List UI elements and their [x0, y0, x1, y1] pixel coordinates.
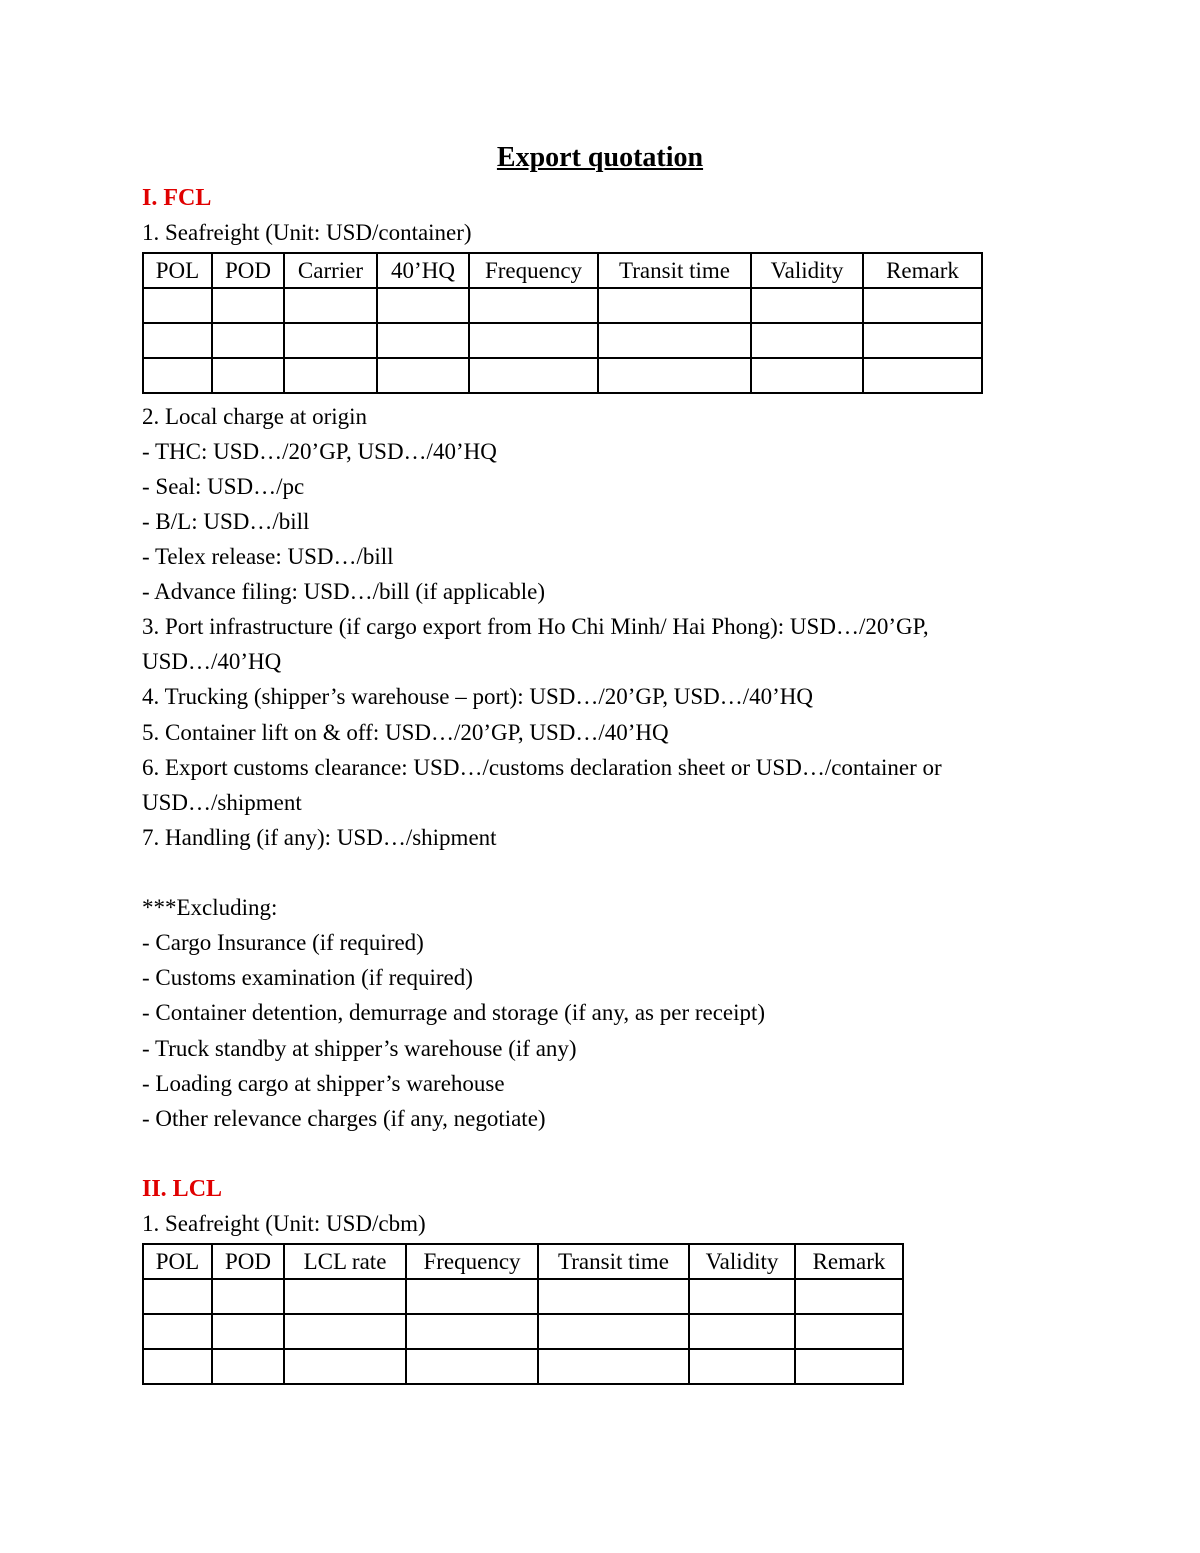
charge-line-thc: - THC: USD…/20’GP, USD…/40’HQ: [142, 439, 497, 464]
table-cell: [143, 1279, 212, 1314]
table-cell: [795, 1349, 903, 1384]
table-cell: [377, 323, 469, 358]
header-cell-validity: Validity: [751, 253, 863, 288]
table-cell: [751, 358, 863, 393]
header-cell-carrier: Carrier: [284, 253, 377, 288]
header-cell-transit-time: Transit time: [598, 253, 751, 288]
excluding-item: - Cargo Insurance (if required): [142, 930, 424, 955]
table-cell: [377, 288, 469, 323]
charge-line-lift-on-off: 5. Container lift on & off: USD…/20’GP, USD…/40’HQ: [142, 720, 669, 745]
table-cell: [284, 1279, 406, 1314]
excluding-item: - Truck standby at shipper’s warehouse (if any): [142, 1036, 577, 1061]
table-cell: [538, 1349, 689, 1384]
table-cell: [795, 1314, 903, 1349]
excluding-item: - Container detention, demurrage and storage (if any, as per receipt): [142, 1000, 766, 1025]
table-header-row: [143, 1244, 903, 1279]
table-cell: [469, 358, 598, 393]
header-cell-40hq: 40’HQ: [377, 253, 469, 288]
header-cell-transit-time: Transit time: [538, 1244, 689, 1279]
table-cell: [212, 1314, 284, 1349]
fcl-seafreight-label: 1. Seafreight (Unit: USD/container): [142, 220, 472, 245]
table-cell: [751, 288, 863, 323]
header-cell-pol: POL: [143, 253, 212, 288]
excluding-item: - Loading cargo at shipper’s warehouse: [142, 1071, 505, 1096]
charge-line-customs-clearance-cont: USD…/shipment: [142, 790, 302, 815]
table-cell: [284, 323, 377, 358]
table-cell: [406, 1314, 538, 1349]
charge-line-trucking: 4. Trucking (shipper’s warehouse – port): USD…/20’GP, USD…/40’HQ: [142, 684, 814, 709]
table-cell: [143, 358, 212, 393]
charge-line-port-infrastructure-cont: USD…/40’HQ: [142, 649, 282, 674]
excluding-item: - Customs examination (if required): [142, 965, 473, 990]
table-cell: [143, 323, 212, 358]
table-cell: [469, 323, 598, 358]
header-cell-validity: Validity: [689, 1244, 795, 1279]
lcl-heading: II. LCL: [142, 1176, 223, 1202]
table-cell: [212, 323, 284, 358]
table-cell: [863, 323, 982, 358]
header-cell-lcl-rate: LCL rate: [284, 1244, 406, 1279]
header-cell-remark: Remark: [795, 1244, 903, 1279]
table-row: [143, 1314, 903, 1349]
table-cell: [689, 1349, 795, 1384]
excluding-heading: ***Excluding:: [142, 895, 278, 920]
lcl-seafreight-label: 1. Seafreight (Unit: USD/cbm): [142, 1211, 426, 1236]
charge-line-advance-filing: - Advance filing: USD…/bill (if applicable): [142, 579, 546, 604]
table-cell: [284, 1314, 406, 1349]
header-cell-pod: POD: [212, 253, 284, 288]
table-cell: [689, 1279, 795, 1314]
table-row: [143, 358, 982, 393]
fcl-heading: I. FCL: [142, 185, 212, 211]
table-header-row: [143, 253, 982, 288]
table-cell: [143, 288, 212, 323]
table-cell: [212, 1349, 284, 1384]
table-cell: [538, 1314, 689, 1349]
table-cell: [538, 1279, 689, 1314]
table-cell: [598, 323, 751, 358]
table-cell: [143, 1314, 212, 1349]
fcl-seafreight-table: [142, 252, 983, 394]
table-cell: [284, 1349, 406, 1384]
table-cell: [863, 288, 982, 323]
table-cell: [212, 1279, 284, 1314]
table-cell: [598, 288, 751, 323]
table-cell: [406, 1279, 538, 1314]
header-cell-pol: POL: [143, 1244, 212, 1279]
document-title: Export quotation: [496, 142, 704, 173]
header-cell-frequency: Frequency: [406, 1244, 538, 1279]
table-row: [143, 1279, 903, 1314]
table-cell: [284, 358, 377, 393]
charge-line-bl: - B/L: USD…/bill: [142, 509, 310, 534]
table-cell: [598, 358, 751, 393]
table-cell: [406, 1349, 538, 1384]
charge-line-port-infrastructure: 3. Port infrastructure (if cargo export from Ho Chi Minh/ Hai Phong): USD…/20’GP,: [142, 614, 929, 639]
table-cell: [469, 288, 598, 323]
charge-line-customs-clearance: 6. Export customs clearance: USD…/customs declaration sheet or USD…/container or: [142, 755, 942, 780]
table-row: [143, 288, 982, 323]
header-cell-frequency: Frequency: [469, 253, 598, 288]
table-cell: [751, 323, 863, 358]
header-cell-remark: Remark: [863, 253, 982, 288]
table-cell: [795, 1279, 903, 1314]
table-cell: [377, 358, 469, 393]
table-cell: [212, 288, 284, 323]
table-cell: [284, 288, 377, 323]
header-cell-pod: POD: [212, 1244, 284, 1279]
excluding-item: - Other relevance charges (if any, negotiate): [142, 1106, 546, 1131]
table-cell: [143, 1349, 212, 1384]
table-row: [143, 1349, 903, 1384]
charge-line-seal: - Seal: USD…/pc: [142, 474, 305, 499]
lcl-seafreight-table: [142, 1243, 904, 1385]
table-cell: [689, 1314, 795, 1349]
charge-line-handling: 7. Handling (if any): USD…/shipment: [142, 825, 497, 850]
table-row: [143, 323, 982, 358]
table-cell: [212, 358, 284, 393]
table-cell: [863, 358, 982, 393]
charge-line-telex: - Telex release: USD…/bill: [142, 544, 394, 569]
local-charge-heading: 2. Local charge at origin: [142, 404, 368, 429]
